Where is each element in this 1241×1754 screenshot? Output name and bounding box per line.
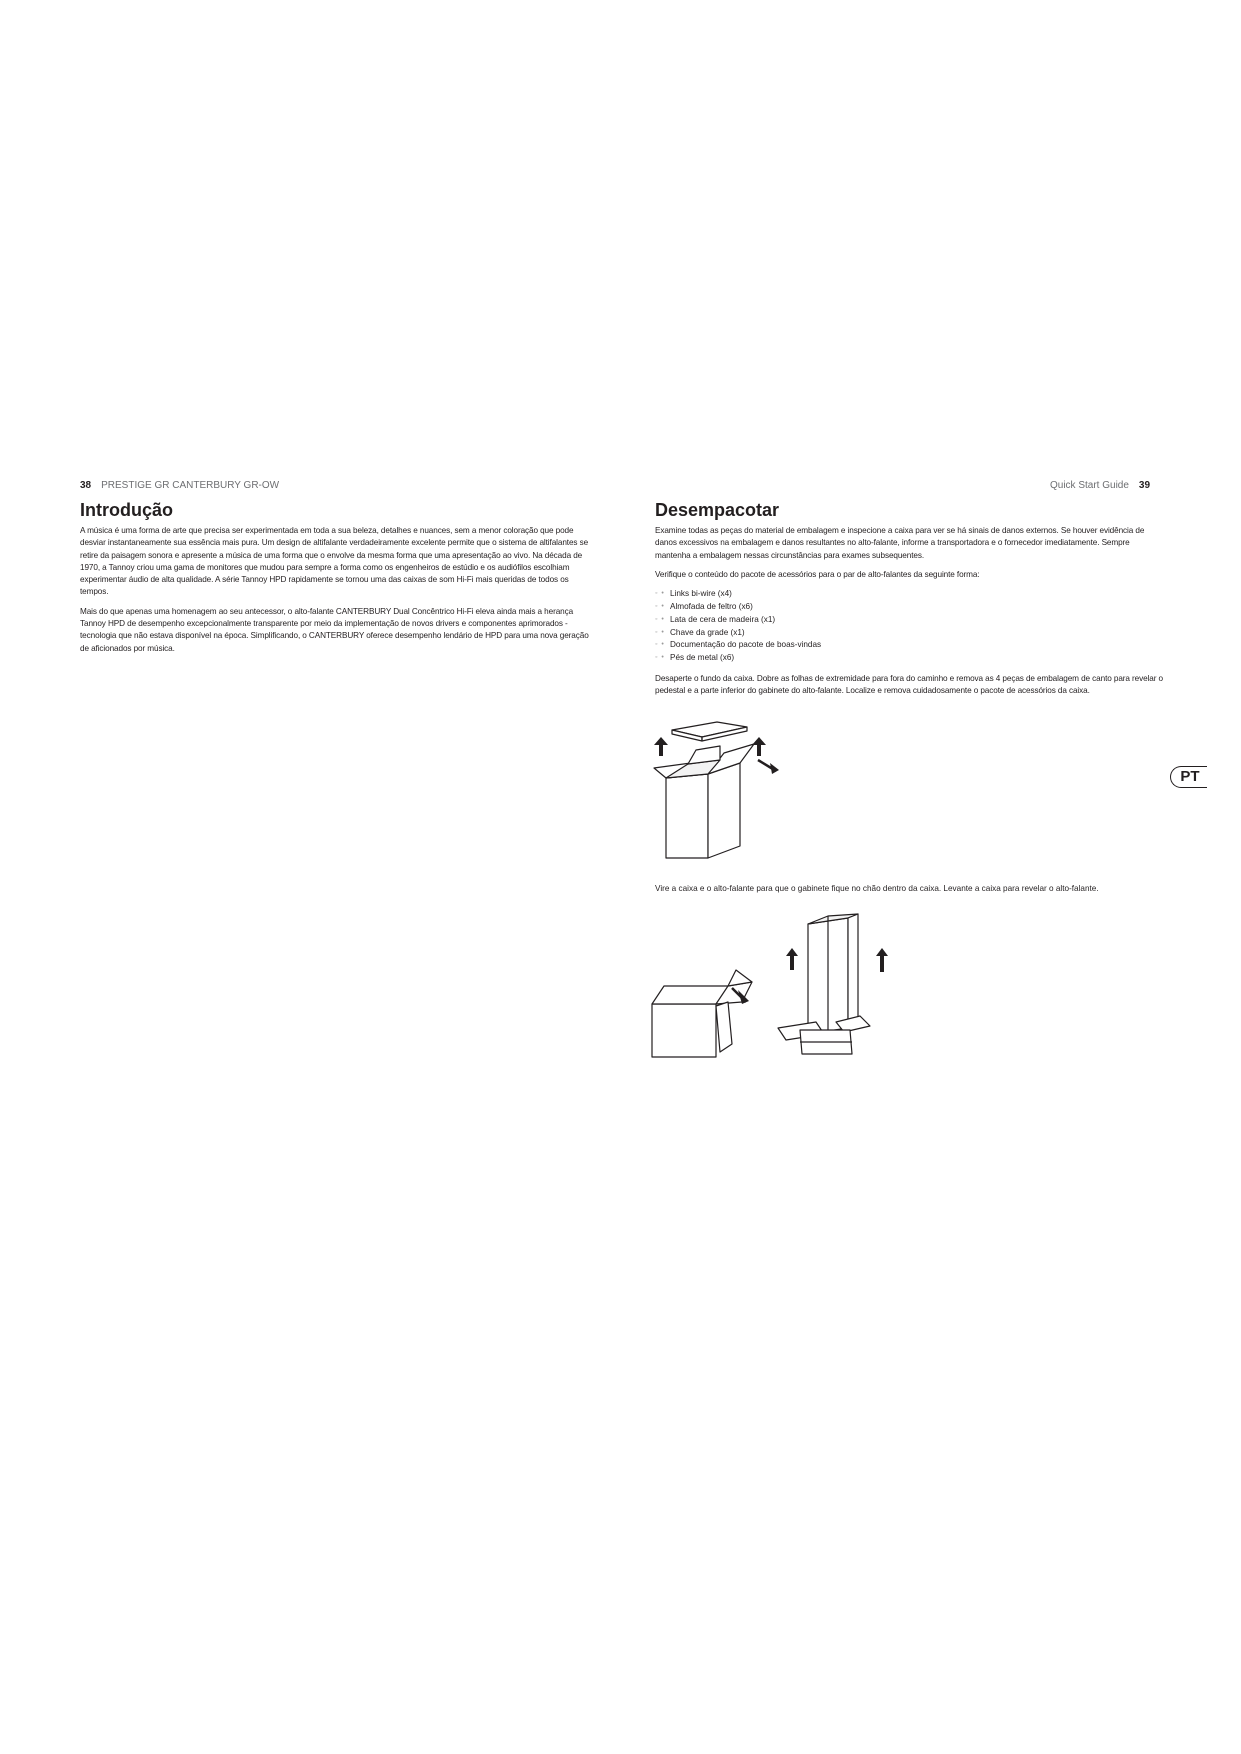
right-page-number: 39: [1138, 480, 1151, 491]
language-badge-pt: PT: [1170, 766, 1207, 788]
intro-section: [80, 525, 590, 662]
intro-heading: Introdução: [80, 500, 173, 520]
right-running-title: Quick Start Guide: [1050, 480, 1129, 491]
intro-paragraph-2: Mais do que apenas uma homenagem ao seu antecessor, o alto-falante CANTERBURY Dual Concêntrico Hi-Fi eleva ainda mais a herança Tannoy HPD de desempenho excepcionalmente transparente por meio da implementação de novos drivers e componentes aprimorados - tecnologia que não estava disponível na época. Simplificando, o CANTERBURY oferece desempenho lendário de HPD para uma nova geração de aficionados por música.: [80, 606, 589, 653]
unpack-paragraph-3: Desaperte o fundo da caixa. Dobre as folhas de extremidade para fora do caminho e remova as 4 peças de embalagem de canto para revelar o pedestal e a parte inferior do gabinete do alto-falante. Localize e remova cuidadosamente o pacote de acessórios da caixa.: [655, 673, 1163, 696]
unpack-paragraph-2: Verifique o conteúdo do pacote de acessórios para o par de alto-falantes da seguinte forma:: [655, 569, 980, 579]
left-page-header: [80, 480, 279, 491]
accessory-list: [655, 588, 1165, 665]
left-running-title: PRESTIGE GR CANTERBURY GR-OW: [101, 480, 280, 491]
list-item: ◦ • Chave da grade (x1): [655, 627, 1165, 640]
unpack-paragraph-1: Examine todas as peças do material de embalagem e inspecione a caixa para ver se há sinais de danos externos. Se houver evidência de danos excessivos na embalagem e danos resultantes no alto-falante, informe a transportadora e o fornecedor imediatamente. Sempre mantenha a embalagem nessas circunstâncias para exames subsequentes.: [655, 526, 1145, 560]
unpacking-figure-2: [648, 912, 898, 1062]
list-item: ◦ • Almofada de feltro (x6): [655, 601, 1165, 614]
list-item: ◦ • Links bi-wire (x4): [655, 588, 1165, 601]
list-item: ◦ • Lata de cera de madeira (x1): [655, 614, 1165, 627]
unpack-heading: Desempacotar: [655, 500, 780, 520]
unpacking-figure-1: [650, 708, 800, 863]
intro-paragraph-1: A música é uma forma de arte que precisa ser experimentada em toda a sua beleza, detalhes e nuances, sem a menor coloração que pode desviar instantaneamente sua essência mais pura. Um design de altifalante verdadeiramente excelente permite que o sistema de altifalantes se retire da paisagem sonora e apresente a música de uma forma que o envolve da mesma forma que uma apresentação ao vivo. Na década de 1970, a Tannoy criou uma gama de monitores que mudou para sempre a forma como os engenheiros de estúdio e os audiófilos escolhiam experimentar áudio de alta qualidade. A série Tannoy HPD rapidamente se tornou uma das caixas de som Hi-Fi mais queridas de todos os tempos.: [80, 526, 589, 597]
unpack-section: [655, 525, 1165, 705]
list-item: ◦ • Documentação do pacote de boas-vindas: [655, 639, 1165, 652]
list-item: ◦ • Pés de metal (x6): [655, 652, 1165, 665]
unpack-paragraph-4: Vire a caixa e o alto-falante para que o gabinete fique no chão dentro da caixa. Levante a caixa para revelar o alto-falante.: [655, 884, 1099, 893]
left-page-number: 38: [80, 480, 92, 491]
right-page-header: [1050, 480, 1150, 491]
